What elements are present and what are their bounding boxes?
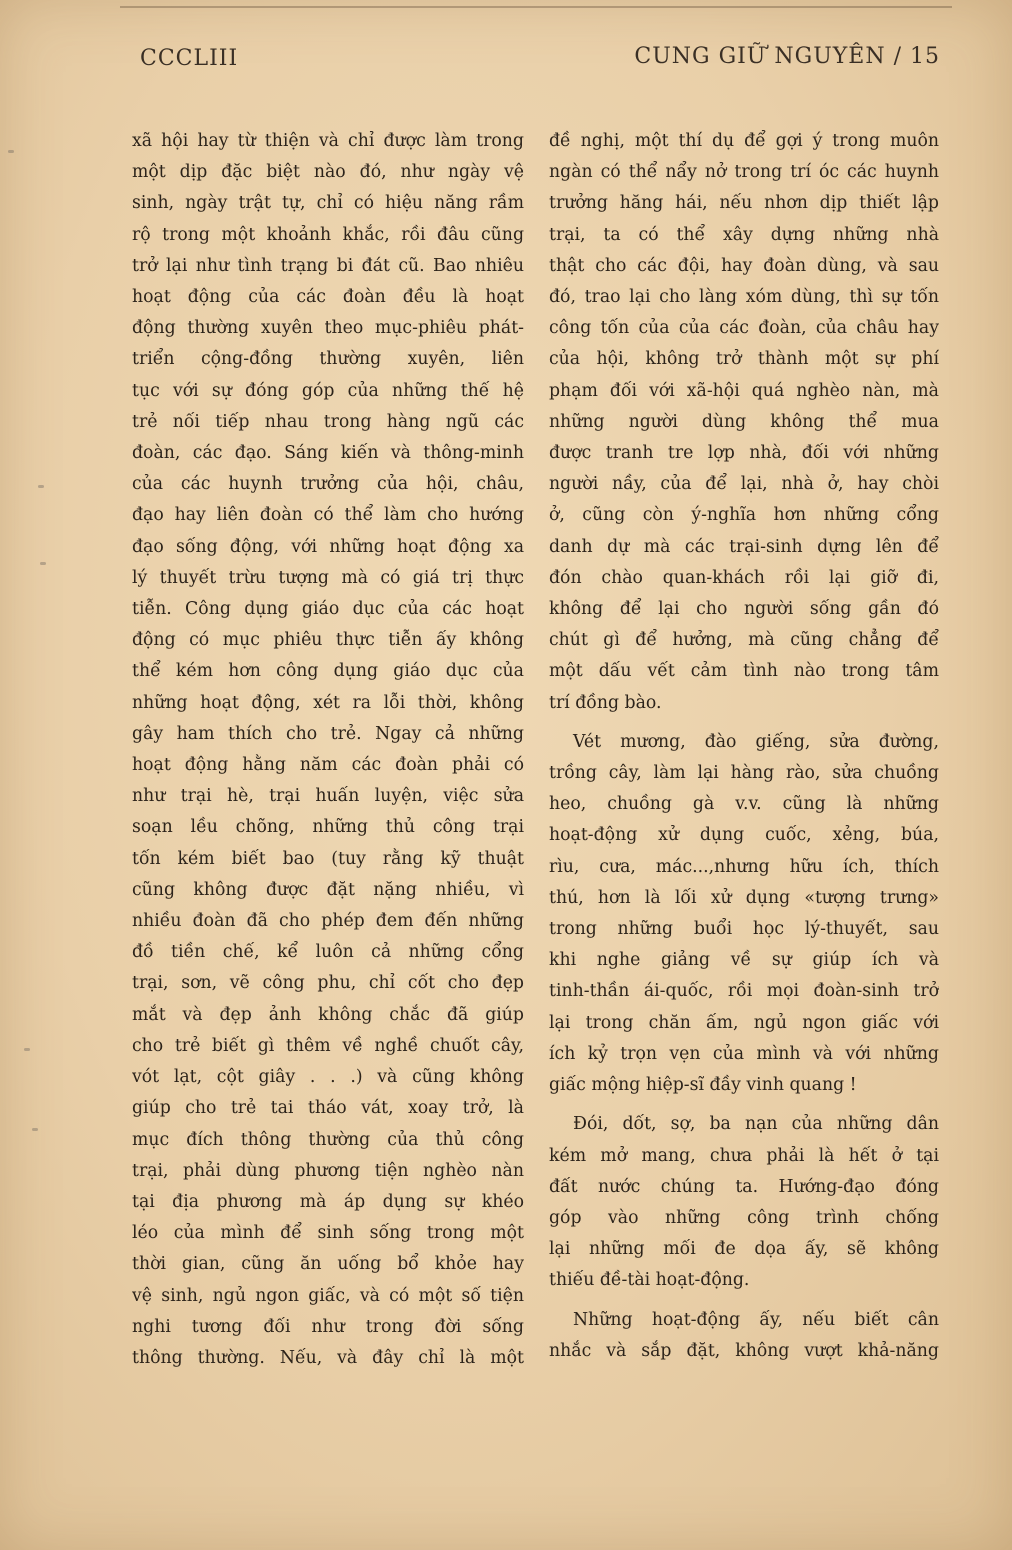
text-line: thật cho các đội, hay đoàn dùng, và sau bbox=[549, 255, 939, 276]
text-line: tinh-thần ái-quốc, rồi mọi đoàn-sinh trở bbox=[549, 981, 939, 1002]
text-line: được tranh tre lợp nhà, đối với những bbox=[549, 443, 939, 464]
text-line: danh dự mà các trại-sinh dựng lên để bbox=[549, 536, 939, 557]
text-line: rìu, cưa, mác...,nhưng hữu ích, thích bbox=[549, 856, 939, 877]
text-line: hoạt động hằng năm các đoàn phải có bbox=[132, 755, 524, 776]
text-line: nhiều đoàn đã cho phép đem đến những bbox=[132, 911, 524, 932]
margin-speck bbox=[38, 485, 44, 488]
text-line: cho trẻ biết gì thêm về nghề chuốt cây, bbox=[132, 1035, 524, 1056]
text-line: đoàn, các đạo. Sáng kiến và thông-minh bbox=[132, 443, 524, 464]
text-line: của các huynh trưởng của hội, châu, bbox=[132, 474, 524, 495]
text-line: động có mục phiêu thực tiễn ấy không bbox=[132, 630, 524, 651]
text-line: Những hoạt-động ấy, nếu biết cân bbox=[573, 1309, 939, 1330]
text-line: xã hội hay từ thiện và chỉ được làm trong bbox=[132, 131, 524, 151]
text-line: công tốn của của các đoàn, của châu hay bbox=[549, 318, 939, 339]
text-line: trở lại như tình trạng bi đát cũ. Bao nhiêu bbox=[132, 255, 524, 276]
text-line: vót lạt, cột giây . . .) và cũng không bbox=[132, 1067, 524, 1088]
text-line: động thường xuyên theo mục-phiêu phát- bbox=[132, 318, 524, 339]
text-line: triển cộng-đồng thường xuyên, liên bbox=[132, 349, 524, 370]
text-line: những người dùng không thể mua bbox=[549, 411, 939, 432]
text-line: trại, ta có thể xây dựng những nhà bbox=[549, 224, 939, 245]
text-line: trồng cây, làm lại hàng rào, sửa chuồng bbox=[549, 763, 939, 784]
text-line: trẻ nối tiếp nhau trong hàng ngũ các bbox=[132, 411, 524, 432]
text-line: lại những mối đe dọa ấy, sẽ không bbox=[549, 1239, 939, 1260]
text-line: mắt và đẹp ảnh không chắc đã giúp bbox=[132, 1004, 524, 1025]
text-line: tốn kém biết bao (tuy rằng kỹ thuật bbox=[132, 848, 524, 869]
text-line: sinh, ngày trật tự, chỉ có hiệu năng rầm bbox=[132, 193, 524, 214]
text-line: trại, sơn, vẽ công phu, chỉ cốt cho đẹp bbox=[132, 973, 524, 994]
text-line: lại trong chăn ấm, ngủ ngon giấc với bbox=[549, 1012, 939, 1033]
text-line: một dấu vết cảm tình nào trong tâm bbox=[549, 661, 939, 682]
text-line: Đói, dốt, sợ, ba nạn của những dân bbox=[573, 1114, 939, 1135]
text-line: hoạt động của các đoàn đều là hoạt bbox=[132, 287, 524, 308]
text-line: soạn lều chõng, những thủ công trại bbox=[132, 817, 524, 838]
text-line: nghi tương đối như trong đời sống bbox=[132, 1316, 524, 1337]
running-header: CUNG GIỮ NGUYÊN / 15 bbox=[634, 44, 940, 69]
text-line: gây ham thích cho trẻ. Ngay cả những bbox=[132, 723, 524, 744]
text-line: trưởng hăng hái, nếu nhơn dịp thiết lập bbox=[549, 193, 939, 214]
text-line: góp vào những công trình chống bbox=[549, 1207, 939, 1228]
margin-speck bbox=[32, 1128, 38, 1131]
right-column bbox=[549, 126, 939, 1367]
text-line: giấc mộng hiệp-sĩ đầy vinh quang ! bbox=[549, 1075, 857, 1096]
paragraph-gap bbox=[549, 1101, 939, 1109]
margin-speck bbox=[40, 562, 46, 565]
text-line: một dịp đặc biệt nào đó, như ngày vệ bbox=[132, 162, 524, 183]
text-line: của hội, không trở thành một sự phí bbox=[549, 349, 939, 370]
paragraph-gap bbox=[549, 719, 939, 727]
text-line: kém mở mang, chưa phải là hết ở tại bbox=[549, 1145, 939, 1166]
text-line: nhắc và sắp đặt, không vượt khả-năng bbox=[549, 1340, 939, 1361]
text-line: khi nghe giảng về sự giúp ích và bbox=[549, 950, 939, 971]
text-line: đó, trao lại cho làng xóm dùng, thì sự tốn bbox=[549, 287, 939, 308]
text-line: cũng không được đặt nặng nhiều, vì bbox=[132, 879, 524, 900]
text-line: trí đồng bào. bbox=[549, 692, 662, 713]
text-line: trại, phải dùng phương tiện nghèo nàn bbox=[132, 1160, 524, 1181]
text-line: tục với sự đóng góp của những thế hệ bbox=[132, 380, 524, 401]
text-line: đón chào quan-khách rồi lại giỡ đi, bbox=[549, 567, 939, 588]
text-line: thời gian, cũng ăn uống bổ khỏe hay bbox=[132, 1254, 524, 1275]
text-line: đồ tiền chế, kể luôn cả những cổng bbox=[132, 942, 524, 963]
left-column bbox=[132, 126, 524, 1374]
text-line: ở, cũng còn ý-nghĩa hơn những cổng bbox=[549, 505, 939, 526]
top-rule bbox=[120, 6, 952, 8]
page-number-roman: CCCLIII bbox=[140, 46, 239, 71]
text-line: tại địa phương mà áp dụng sự khéo bbox=[132, 1191, 524, 1212]
text-line: thú, hơn là lối xử dụng «tượng trưng» bbox=[549, 887, 939, 908]
text-line: mục đích thông thường của thủ công bbox=[132, 1129, 524, 1150]
text-line: chút gì để hưởng, mà cũng chẳng để bbox=[549, 630, 939, 651]
text-line: thiếu đề-tài hoạt-động. bbox=[549, 1270, 750, 1291]
text-line: heo, chuồng gà v.v. cũng là những bbox=[549, 794, 939, 815]
text-line: lý thuyết trừu tượng mà có giá trị thực bbox=[132, 567, 524, 588]
margin-speck bbox=[24, 1048, 30, 1051]
text-line: đề nghị, một thí dụ để gợi ý trong muôn bbox=[549, 131, 939, 151]
text-line: thể kém hơn công dụng giáo dục của bbox=[132, 661, 524, 682]
text-line: không để lại cho người sống gần đó bbox=[549, 599, 939, 620]
text-line: rộ trong một khoảnh khắc, rồi đâu cũng bbox=[132, 224, 524, 245]
text-line: vệ sinh, ngủ ngon giấc, và có một số tiện bbox=[132, 1285, 524, 1306]
text-line: phạm đối với xã-hội quá nghèo nàn, mà bbox=[549, 380, 939, 401]
text-line: ngàn có thể nẩy nở trong trí óc các huynh bbox=[549, 162, 939, 183]
paragraph-gap bbox=[549, 1297, 939, 1305]
text-line: hoạt-động xử dụng cuốc, xẻng, búa, bbox=[549, 825, 939, 846]
text-line: đạo hay liên đoàn có thể làm cho hướng bbox=[132, 505, 524, 526]
text-line: như trại hè, trại huấn luyện, việc sửa bbox=[132, 786, 524, 807]
text-line: đạo sống động, với những hoạt động xa bbox=[132, 536, 524, 557]
text-line: trong những buổi học lý-thuyết, sau bbox=[549, 919, 939, 940]
text-line: những hoạt động, xét ra lỗi thời, không bbox=[132, 692, 524, 713]
text-line: tiễn. Công dụng giáo dục của các hoạt bbox=[132, 599, 524, 620]
text-line: đất nước chúng ta. Hướng-đạo đóng bbox=[549, 1176, 939, 1197]
text-line: Vét mương, đào giếng, sửa đường, bbox=[573, 731, 939, 752]
text-line: người nầy, của để lại, nhà ở, hay chòi bbox=[549, 474, 939, 495]
margin-speck bbox=[8, 150, 14, 153]
text-line: léo của mình để sinh sống trong một bbox=[132, 1223, 524, 1244]
text-line: ích kỷ trọn vẹn của mình và với những bbox=[549, 1043, 939, 1064]
text-line: thông thường. Nếu, và đây chỉ là một bbox=[132, 1347, 524, 1368]
text-line: giúp cho trẻ tai tháo vát, xoay trở, là bbox=[132, 1098, 524, 1119]
